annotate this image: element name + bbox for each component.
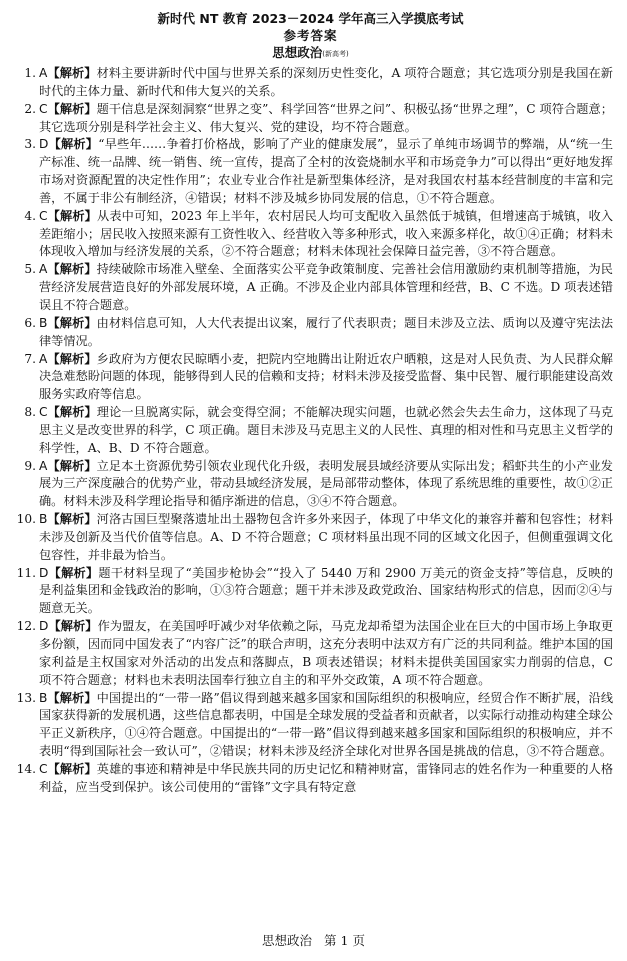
footer-page-number: 第 1 页	[324, 933, 365, 948]
question-number: 10.	[16, 512, 36, 527]
subject-note: (新高考)	[322, 50, 349, 58]
answer-letter: D	[39, 619, 49, 634]
answer-item	[8, 315, 613, 351]
answer-item	[8, 136, 613, 207]
answer-explanation	[39, 136, 613, 207]
question-number: 1.	[24, 66, 36, 80]
answer-explanation	[39, 208, 613, 262]
explanation-text: 理论一旦脱离实际，就会变得空洞；不能解决现实问题，也就必然会失去生命力，这体现了马克思主义是改变世界的科学，C 项正确。题目未涉及马克思主义的人民性、真理的相对性和马克思主义哲学的科学性，A、B、D 不符合题意。	[39, 405, 614, 455]
answer-letter: A	[39, 351, 48, 366]
subject-name: 思想政治	[272, 45, 323, 60]
answer-explanation	[39, 690, 613, 761]
answer-item	[8, 458, 613, 512]
explanation-text: 河洛古国巨型聚落遗址出土器物包含许多外来因子，体现了中华文化的兼容并蓄和包容性；材料未涉及创新及当代价值等信息。A、D 不符合题意；C 项材料虽出现不同的区域文化因子，但侧重强调文化包容性，并非最为恰当。	[39, 512, 614, 562]
document-header	[8, 10, 613, 63]
answer-item	[8, 618, 613, 689]
question-number: 6.	[24, 315, 36, 330]
answer-letter: C	[39, 761, 48, 776]
analysis-tag: 【解析】	[47, 66, 97, 80]
question-number: 5.	[24, 262, 36, 277]
analysis-tag: 【解析】	[47, 101, 97, 116]
answer-explanation	[39, 261, 613, 315]
question-number: 9.	[24, 458, 36, 473]
answer-letter: C	[39, 208, 48, 223]
question-number: 12.	[16, 619, 36, 634]
analysis-tag: 【解析】	[47, 315, 97, 330]
answer-list	[8, 65, 613, 797]
analysis-tag: 【解析】	[47, 761, 97, 776]
answer-item	[8, 511, 613, 565]
question-number: 11.	[16, 565, 36, 580]
explanation-text: 立足本土资源优势引领农业现代化升级，表明发展县域经济要从实际出发；稻虾共生的小产业发展为三产深度融合的优势产业，带动县域经济发展，是局部带动整体，体现了系统思维的重要性，故①②正确。材料未涉及科学理论指导和循序渐进的信息，③④不符合题意。	[39, 458, 613, 509]
answer-letter: A	[39, 262, 48, 277]
explanation-text: 从表中可知，2023 年上半年，农村居民人均可支配收入虽然低于城镇，但增速高于城镇，收入差距缩小；居民收入按照来源有工资性收入、经营收入等多种形式，收入来源多样化，故①④正确；材料未体现收入增加与经济发展的关系，②不符合题意；材料未体现社会保障日益完善，③不符合题意。	[39, 208, 614, 259]
question-number: 13.	[16, 690, 36, 705]
answer-letter: B	[39, 690, 48, 705]
answer-letter: B	[39, 315, 48, 330]
question-number: 4.	[24, 208, 36, 223]
answer-item	[8, 65, 613, 101]
explanation-text: 材料主要讲新时代中国与世界关系的深刻历史性变化，A 项符合题意；其它选项分别是我国在新时代的主体力量、新时代和伟大复兴的关系。	[39, 66, 613, 98]
analysis-tag: 【解析】	[48, 137, 99, 152]
explanation-text: 乡政府为方便农民晾晒小麦，把院内空地腾出让附近农户晒粮，这是对人民负责、为人民群众解决急难愁盼问题的体现，能够得到人民的信赖和支持；材料未涉及接受监督、集中民智、履行职能建设高效服务实政府等信息。	[39, 351, 613, 402]
explanation-text: “早些年……争着打价格战，影响了产业的健康发展”，显示了单纯市场调节的弊端，从“统一生产标准、统一品牌、统一销售、统一宣传，提高了全村的汝瓷烧制水平和市场竞争力”可以得出“更好地发挥市场对资源配置的决定性作用”；农业专业合作社是新型集体经济，是对我国农村基本经营制度的丰富和完善，不属于非公有制经济，④错误；材料不涉及城乡协同发展的信息，①不符合题意。	[39, 137, 614, 205]
explanation-text: 作为盟友，在美国呼吁减少对华依赖之际，马克龙却希望为法国企业在巨大的中国市场上争取更多份额，因而同中国发表了“内容广泛”的联合声明，这充分表明中法双方有广泛的共同利益。维护本国的国家利益是主权国家对外活动的出发点和落脚点，B 项表述错误；材料未提供美国国家实力削弱的信息，C 项不符合题意；材料也未表明法国奉行独立自主的和平外交政策，A 项不符合题意。	[39, 619, 614, 687]
footer-subject: 思想政治	[262, 933, 313, 948]
answer-letter: B	[39, 512, 48, 527]
explanation-text: 题干材料呈现了“美国步枪协会”“投入了 5440 万和 2900 万美元的资金支持”等信息，反映的是利益集团和金钱政治的影响，①③符合题意；题干并未涉及政党政治、国家结构形式的信息，因而②④与题意无关。	[39, 565, 614, 616]
answer-letter: C	[39, 405, 48, 420]
analysis-tag: 【解析】	[47, 405, 97, 420]
answer-item	[8, 404, 613, 458]
explanation-text: 持续破除市场准入壁垒、全面落实公平竞争政策制度、完善社会信用激励约束机制等措施，为民营经济发展营造良好的外部发展环境，A 正确。不涉及企业内部具体管理和经营，B、C 不选。D 项表述错误且不符合题意。	[39, 262, 613, 312]
analysis-tag: 【解析】	[47, 208, 98, 223]
answer-item	[8, 565, 613, 619]
analysis-tag: 【解析】	[47, 458, 97, 473]
question-number: 7.	[24, 351, 36, 366]
analysis-tag: 【解析】	[48, 619, 98, 634]
answer-explanation	[39, 618, 613, 689]
analysis-tag: 【解析】	[47, 512, 97, 527]
answer-explanation	[39, 511, 613, 565]
explanation-text: 英雄的事迹和精神是中华民族共同的历史记忆和精神财富，雷锋同志的姓名作为一种重要的人格利益，应当受到保护。该公司使用的“雷锋”文字具有特定意	[39, 761, 614, 794]
explanation-text: 中国提出的“一带一路”倡议得到越来越多国家和国际组织的积极响应，经贸合作不断扩展，沿线国家获得新的发展机遇，这些信息都表明，中国是全球发展的受益者和贡献者，以实际行动推动构建全球公平正义新秩序，①④符合题意。中国提出的“一带一路”倡议得到越来越多国家和国际组织的积极响应，并不表明“得到国际社会一致认可”，②错误；材料未涉及经济全球化对世界各国是挑战的信息，③不符合题意。	[39, 690, 614, 759]
question-number: 14.	[16, 761, 36, 776]
answer-explanation	[39, 404, 613, 458]
answer-letter: A	[39, 458, 48, 473]
answer-explanation	[39, 101, 613, 137]
analysis-tag: 【解析】	[47, 690, 97, 705]
explanation-text: 题干信息是深刻洞察“世界之变”、科学回答“世界之问”、积极弘扬“世界之理”，C 项符合题意；其它选项分别是科学社会主义、伟大复兴、党的建设，均不符合题意。	[39, 101, 613, 134]
answer-explanation	[39, 315, 613, 351]
subject-heading	[8, 44, 613, 63]
analysis-tag: 【解析】	[47, 351, 97, 366]
answer-explanation	[39, 761, 613, 797]
answer-letter: C	[39, 101, 48, 116]
question-number: 3.	[24, 137, 36, 152]
answer-explanation	[39, 65, 613, 101]
answer-explanation	[39, 565, 613, 619]
answer-explanation	[39, 351, 613, 405]
answer-letter: A	[39, 66, 48, 80]
answer-letter: D	[39, 565, 49, 580]
analysis-tag: 【解析】	[47, 262, 97, 277]
answer-letter: D	[39, 137, 49, 152]
answer-item	[8, 351, 613, 405]
answer-item	[8, 690, 613, 761]
answer-explanation	[39, 458, 613, 512]
question-number: 8.	[24, 405, 36, 420]
answer-key-heading: 参考答案	[283, 28, 338, 43]
answer-item	[8, 761, 613, 797]
answer-item	[8, 208, 613, 262]
analysis-tag: 【解析】	[48, 565, 99, 580]
question-number: 2.	[24, 101, 36, 116]
exam-title: 新时代 NT 教育 2023－2024 学年高三入学摸底考试	[157, 11, 464, 26]
answer-item	[8, 261, 613, 315]
answer-item	[8, 101, 613, 137]
explanation-text: 由材料信息可知，人大代表提出议案，履行了代表职责；题目未涉及立法、质询以及遵守宪法法律等情况。	[39, 315, 614, 348]
page-footer	[0, 932, 627, 949]
